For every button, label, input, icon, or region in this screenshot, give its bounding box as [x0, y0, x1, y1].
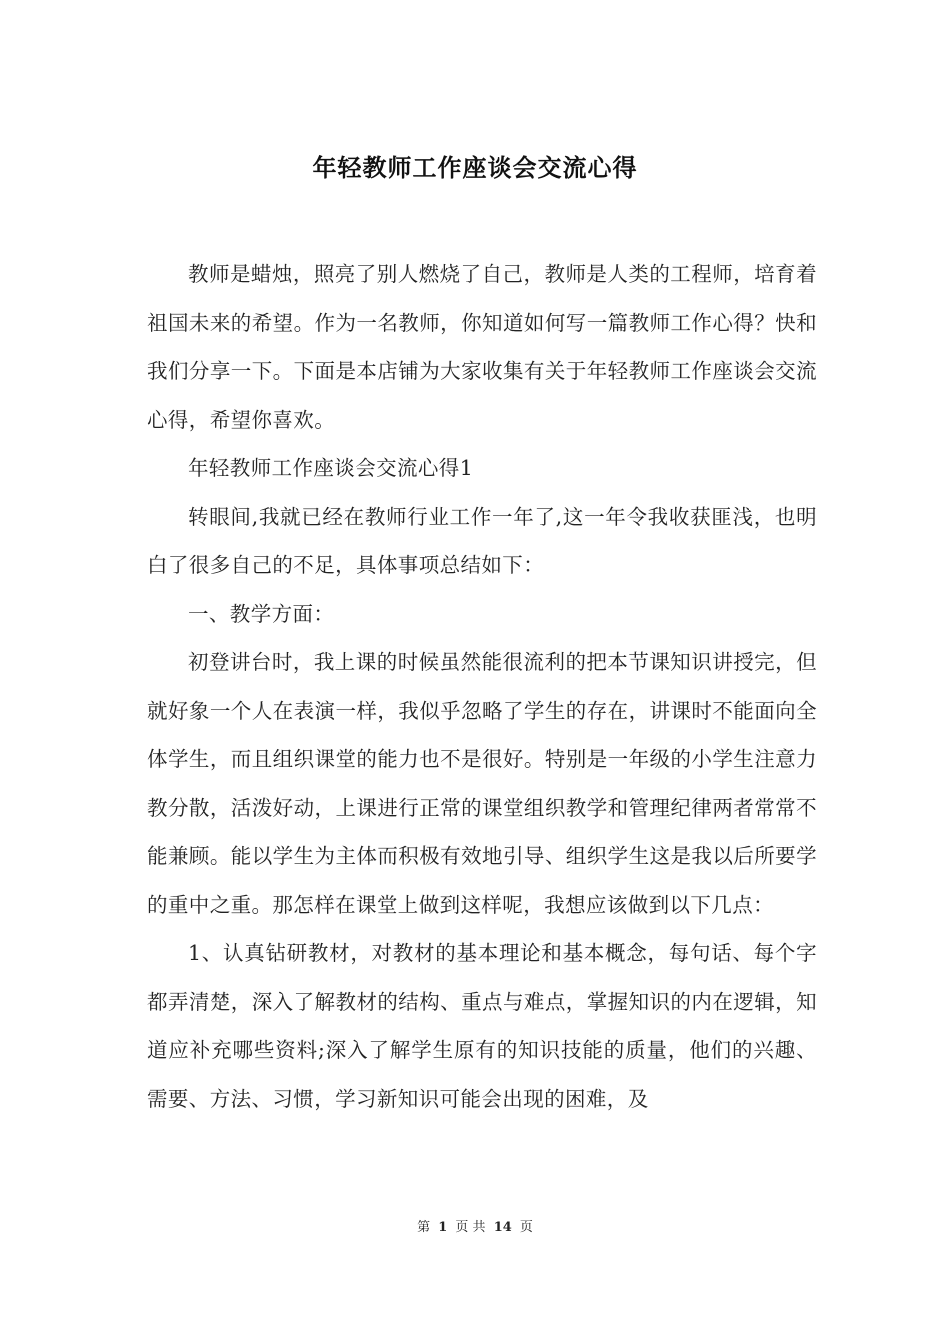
paragraph: 转眼间,我就已经在教师行业工作一年了,这一年令我收获匪浅，也明白了很多自己的不足，具体事项总结如下：: [147, 504, 817, 577]
paragraph: 1、认真钻研教材，对教材的基本理论和基本概念，每句话、每个字都弄清楚，深入了解教材的结构、重点与难点，掌握知识的内在逻辑，知道应补充哪些资料;深入了解学生原有的知识技能的质量，他们的兴趣、需要、方法、习惯，学习新知识可能会出现的困难，及: [147, 941, 817, 1111]
footer-suffix: 页: [519, 1220, 533, 1235]
paragraph-intro: 教师是蜡烛，照亮了别人燃烧了自己，教师是人类的工程师，培育着祖国未来的希望。作为一名教师，你知道如何写一篇教师工作心得？快和我们分享一下。下面是本店铺为大家收集有关于年轻教师工作座谈会交流心得，希望你喜欢。: [147, 262, 817, 432]
page-footer: [0, 1216, 950, 1235]
section-heading: 年轻教师工作座谈会交流心得1: [188, 456, 474, 480]
document-title: 年轻教师工作座谈会交流心得: [312, 153, 638, 182]
document-body: [147, 250, 817, 1123]
footer-mid: 页 共: [455, 1220, 486, 1235]
footer-prefix: 第: [417, 1220, 431, 1235]
page-number: 1: [438, 1220, 448, 1235]
paragraph: 初登讲台时，我上课的时候虽然能很流利的把本节课知识讲授完，但就好象一个人在表演一样，我似乎忽略了学生的存在，讲课时不能面向全体学生，而且组织课堂的能力也不是很好。特别是一年级的小学生注意力教分散，活泼好动，上课进行正常的课堂组织教学和管理纪律两者常常不能兼顾。能以学生为主体而积极有效地引导、组织学生这是我以后所要学的重中之重。那怎样在课堂上做到这样呢，我想应该做到以下几点：: [147, 650, 817, 917]
total-pages: 14: [493, 1220, 512, 1235]
subsection-heading: 一、教学方面：: [188, 601, 335, 626]
